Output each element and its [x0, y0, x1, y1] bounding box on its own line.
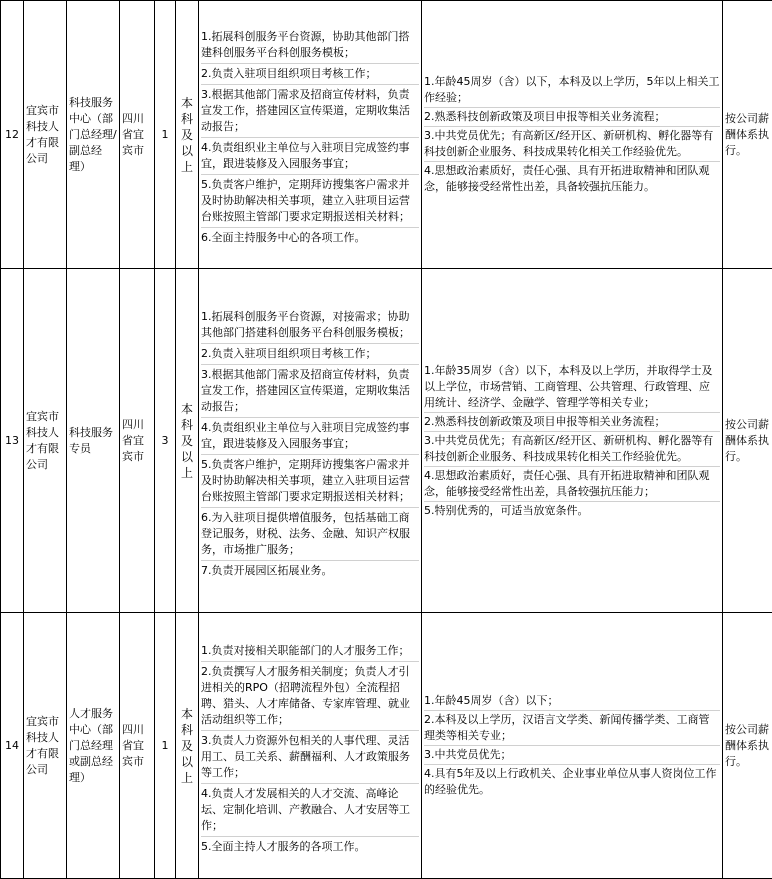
requirement-item: 4.思想政治素质好，责任心强、具有开拓进取精神和团队观念，能够接受经常性出差，具备较强抗压能力。: [424, 162, 720, 196]
headcount: 1: [155, 613, 176, 879]
duty-item: 4.负责组织业主单位与入驻项目完成签约事宜，跟进装修及入园服务事宜；: [201, 418, 419, 455]
requirement-item: 3.中共党员优先；有高新区/经开区、新研机构、孵化器等有科技创新企业服务、科技成果转化相关工作经验优先。: [424, 432, 720, 467]
salary-terms: 按公司薪酬体系执行。: [723, 269, 772, 613]
headcount: 1: [155, 1, 176, 269]
requirement-item: 1.年龄45周岁（含）以下；: [424, 692, 720, 711]
work-location: 四川省宜宾市: [120, 613, 155, 879]
requirement-item: 1.年龄35周岁（含）以下，本科及以上学历，并取得学士及以上学位，市场营销、工商管理、公共管理、行政管理、应用统计、经济学、金融学、管理学等相关专业；: [424, 362, 720, 413]
duty-item: 3.根据其他部门需求及招商宣传材料，负责宣发工作，搭建园区宣传渠道，定期收集活动报告；: [201, 365, 419, 418]
requirement-item: 2.熟悉科技创新政策及项目申报等相关业务流程；: [424, 108, 720, 127]
requirement-item: 2.本科及以上学历，汉语言文学类、新闻传播学类、工商管理类等相关专业；: [424, 711, 720, 746]
employer-name: 宜宾市科技人才有限公司: [24, 1, 67, 269]
job-requirements: [422, 269, 723, 613]
duty-item: 6.全面主持服务中心的各项工作。: [201, 228, 419, 248]
requirement-item: 4.具有5年及以上行政机关、企业事业单位从事人资岗位工作的经验优先。: [424, 765, 720, 799]
requirement-item: 4.思想政治素质好，责任心强、具有开拓进取精神和团队观念，能够接受经常性出差，具备较强抗压能力；: [424, 467, 720, 502]
duty-item: 4.负责人才发展相关的人才交流、高峰论坛、定制化培训、产教融合、人才安居等工作；: [201, 784, 419, 837]
duty-item: 7.负责开展园区拓展业务。: [201, 561, 419, 581]
row-number: 12: [1, 1, 24, 269]
duty-item: 1.负责对接相关职能部门的人才服务工作；: [201, 641, 419, 662]
position-name: 科技服务专员: [67, 269, 120, 613]
duty-item: 6.为入驻项目提供增值服务，包括基础工商登记服务，财税、法务、金融、知识产权服务，市场推广服务；: [201, 508, 419, 561]
duty-item: 1.拓展科创服务平台资源，对接需求；协助其他部门搭建科创服务平台科创服务模板；: [201, 307, 419, 344]
requirement-item: 5.特别优秀的，可适当放宽条件。: [424, 502, 720, 520]
job-duties: [199, 269, 422, 613]
job-requirements: [422, 1, 723, 269]
duty-item: 2.负责入驻项目组织项目考核工作；: [201, 344, 419, 365]
duty-item: 4.负责组织业主单位与入驻项目完成签约事宜，跟进装修及入园服务事宜；: [201, 138, 419, 175]
education-requirement: 本科及以上: [176, 269, 199, 613]
employer-name: 宜宾市科技人才有限公司: [24, 613, 67, 879]
table-row: [1, 1, 772, 269]
duty-item: 3.负责人力资源外包相关的人事代理、灵活用工、员工关系、薪酬福利、人才政策服务等工作；: [201, 731, 419, 784]
education-requirement: 本科及以上: [176, 613, 199, 879]
table-row: [1, 269, 772, 613]
duty-item: 5.负责客户维护，定期拜访搜集客户需求并及时协助解决相关事项，建立入驻项目运营台账按照主管部门要求定期报送相关材料；: [201, 175, 419, 228]
employer-name: 宜宾市科技人才有限公司: [24, 269, 67, 613]
row-number: 14: [1, 613, 24, 879]
headcount: 3: [155, 269, 176, 613]
duty-item: 3.根据其他部门需求及招商宣传材料，负责宣发工作，搭建园区宣传渠道，定期收集活动报告；: [201, 85, 419, 138]
duty-item: 2.负责入驻项目组织项目考核工作；: [201, 64, 419, 85]
work-location: 四川省宜宾市: [120, 269, 155, 613]
salary-terms: 按公司薪酬体系执行。: [723, 613, 772, 879]
duty-item: 1.拓展科创服务平台资源，协助其他部门搭建科创服务平台科创服务模板；: [201, 27, 419, 64]
recruitment-table-body: [1, 1, 772, 879]
duty-item: 5.全面主持人才服务的各项工作。: [201, 837, 419, 857]
requirement-item: 3.中共党员优先；: [424, 746, 720, 765]
duty-item: 5.负责客户维护，定期拜访搜集客户需求并及时协助解决相关事项，建立入驻项目运营台账按照主管部门要求定期报送相关材料；: [201, 455, 419, 508]
row-number: 13: [1, 269, 24, 613]
work-location: 四川省宜宾市: [120, 1, 155, 269]
job-duties: [199, 613, 422, 879]
requirement-item: 2.熟悉科技创新政策及项目申报等相关业务流程；: [424, 413, 720, 432]
position-name: 人才服务中心（部门总经理或副总经理）: [67, 613, 120, 879]
education-requirement: 本科及以上: [176, 1, 199, 269]
requirement-item: 1.年龄45周岁（含）以下，本科及以上学历，5年以上相关工作经验；: [424, 73, 720, 108]
job-requirements: [422, 613, 723, 879]
requirement-item: 3.中共党员优先；有高新区/经开区、新研机构、孵化器等有科技创新企业服务、科技成果转化相关工作经验优先。: [424, 127, 720, 162]
table-row: [1, 613, 772, 879]
job-duties: [199, 1, 422, 269]
duty-item: 2.负责撰写人才服务相关制度；负责人才引进相关的RPO（招聘流程外包）全流程招聘、猎头、人才库储备、专家库管理、就业活动组织等工作；: [201, 662, 419, 731]
salary-terms: 按公司薪酬体系执行。: [723, 1, 772, 269]
position-name: 科技服务中心（部门总经理/副总经理）: [67, 1, 120, 269]
